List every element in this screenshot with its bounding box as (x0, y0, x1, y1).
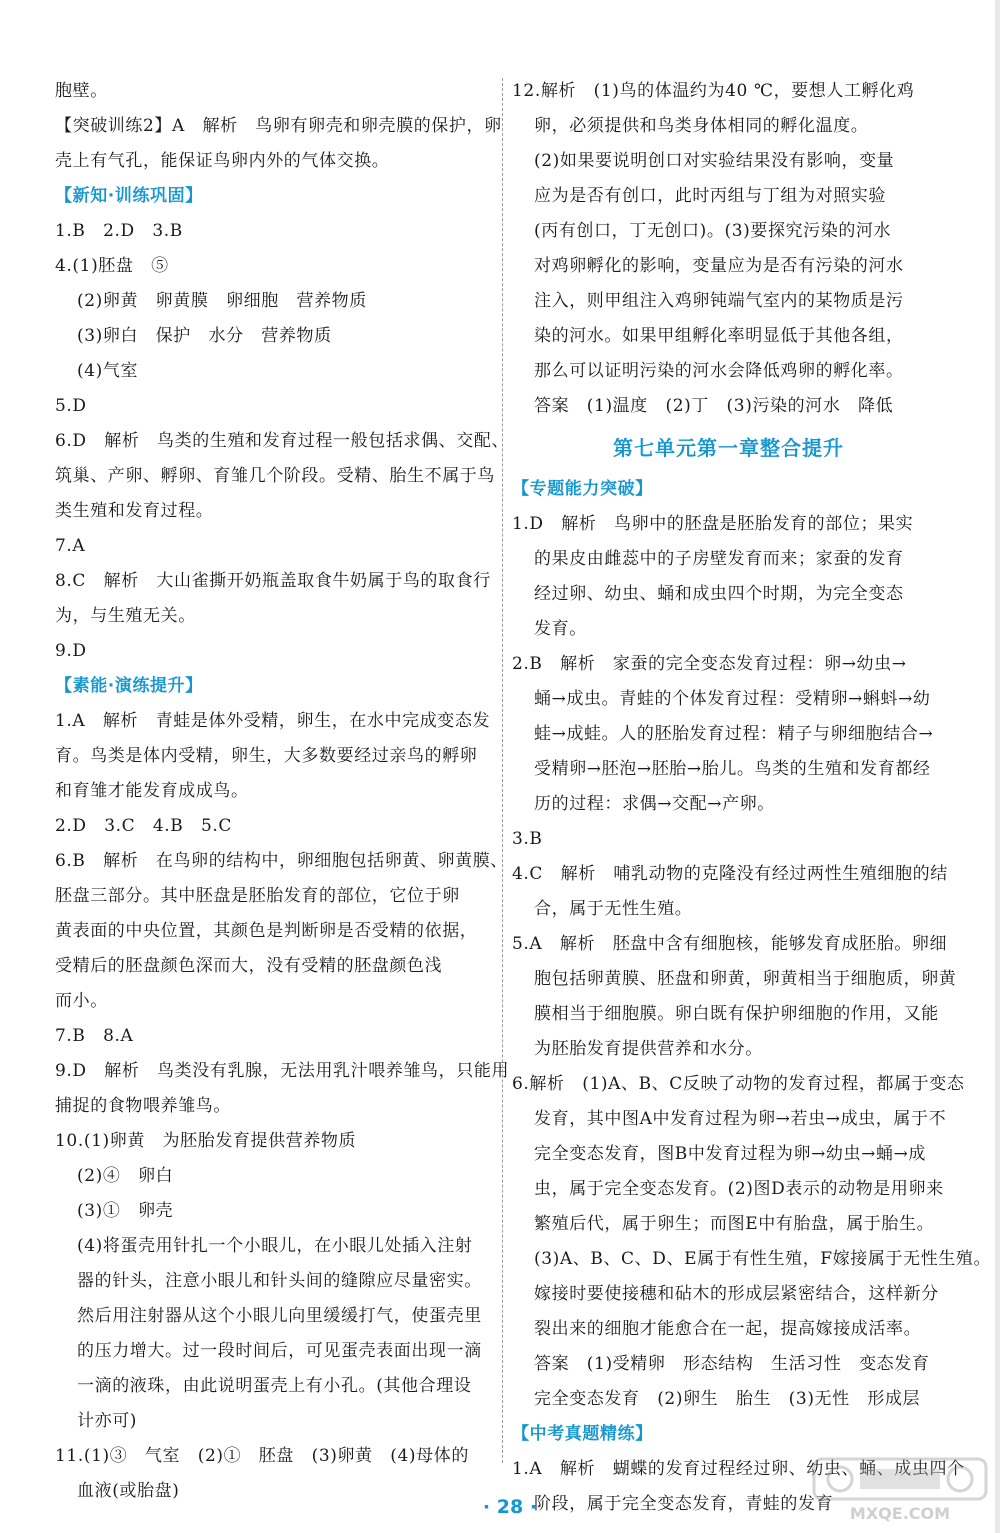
page-number-value: 28 (496, 1496, 524, 1518)
text-line: 受精卵→胚泡→胚胎→胎儿。鸟类的生殖和发育都经 (534, 759, 931, 779)
right-column (512, 74, 992, 1522)
watermark-logo-icon (810, 1455, 990, 1527)
unit-title: 第七单元第一章整合提升 (613, 436, 844, 460)
section-heading: 【专题能力突破】 (512, 479, 653, 499)
text-line: 【突破训练2】A 解析 鸟卵有卵壳和卵壳膜的保护，卵 (55, 116, 502, 136)
text-line: 12.解析 (1)鸟的体温约为40 ℃，要想人工孵化鸡 (512, 81, 915, 101)
text-line: (2)④ 卵白 (77, 1166, 174, 1186)
text-line: 3.B (512, 829, 543, 849)
text-line: 受精后的胚盘颜色深而大，没有受精的胚盘颜色浅 (55, 956, 443, 976)
text-line: (3)① 卵壳 (77, 1201, 174, 1221)
text-line: 育。鸟类是体内受精，卵生，大多数要经过亲鸟的孵卵 (55, 746, 478, 766)
text-line: 9.D (55, 641, 87, 661)
text-line: 而小。 (55, 991, 108, 1011)
section-heading: 【素能·演练提升】 (55, 676, 203, 696)
text-line: 完全变态发育 (2)卵生 胎生 (3)无性 形成层 (534, 1389, 921, 1409)
text-line: 6.解析 (1)A、B、C反映了动物的发育过程，都属于变态 (512, 1074, 965, 1094)
text-line: 7.A (55, 536, 86, 556)
text-line: 1.B 2.D 3.B (55, 221, 183, 241)
text-line: (2)如果要说明创口对实验结果没有影响，变量 (534, 151, 895, 171)
text-line: 的压力增大。过一段时间后，可见蛋壳表面出现一滴 (77, 1341, 482, 1361)
text-line: 黄表面的中央位置，其颜色是判断卵是否受精的依据， (55, 921, 478, 941)
text-line: 对鸡卵孵化的影响，变量应为是否有污染的河水 (534, 256, 904, 276)
column-divider (502, 78, 503, 1463)
text-line: 2.D 3.C 4.B 5.C (55, 816, 233, 836)
text-line: 应为是否有创口，此时丙组与丁组为对照实验 (534, 186, 886, 206)
text-line: 经过卵、幼虫、蛹和成虫四个时期，为完全变态 (534, 584, 904, 604)
text-line: 蛹→成虫。青蛙的个体发育过程：受精卵→蝌蚪→幼 (534, 689, 931, 709)
text-line: 4.(1)胚盘 ⑤ (55, 256, 169, 276)
text-line: 为，与生殖无关。 (55, 606, 196, 626)
text-line: 8.C 解析 大山雀撕开奶瓶盖取食牛奶属于鸟的取食行 (55, 571, 491, 591)
text-line: (4)气室 (77, 361, 139, 381)
text-line: 5.A 解析 胚盘中含有细胞核，能够发育成胚胎。卵细 (512, 934, 948, 954)
text-line: 蛙→成蛙。人的胚胎发育过程：精子与卵细胞结合→ (534, 724, 934, 744)
text-line: 9.D 解析 鸟类没有乳腺，无法用乳汁喂养雏鸟，只能用 (55, 1061, 510, 1081)
text-line: 6.D 解析 鸟类的生殖和发育过程一般包括求偶、交配、 (55, 431, 510, 451)
text-line: 繁殖后代，属于卵生；而图E中有胎盘，属于胎生。 (534, 1214, 935, 1234)
watermark-text: MXQE.COM (849, 1504, 951, 1523)
text-line: 10.(1)卵黄 为胚胎发育提供营养物质 (55, 1131, 357, 1151)
text-line: 合，属于无性生殖。 (534, 899, 693, 919)
text-line: 1.D 解析 鸟卵中的胚盘是胚胎发育的部位；果实 (512, 514, 914, 534)
text-line: 计亦可) (77, 1411, 138, 1431)
text-line: 1.A 解析 青蛙是体外受精，卵生，在水中完成变态发 (55, 711, 491, 731)
text-line: 历的过程：求偶→交配→产卵。 (534, 794, 775, 814)
text-line: 阶段，属于完全变态发育，青蛙的发育 (534, 1494, 834, 1514)
text-line: 和育雏才能发育成成鸟。 (55, 781, 249, 801)
text-line: 2.B 解析 家蚕的完全变态发育过程：卵→幼虫→ (512, 654, 907, 674)
section-heading: 【新知·训练巩固】 (55, 186, 203, 206)
text-line: (3)卵白 保护 水分 营养物质 (77, 326, 332, 346)
text-line: 发育，其中图A中发育过程为卵→若虫→成虫，属于不 (534, 1109, 947, 1129)
text-line: 筑巢、产卵、孵卵、育雏几个阶段。受精、胎生不属于鸟 (55, 466, 495, 486)
text-line: 虫，属于完全变态发育。(2)图D表示的动物是用卵来 (534, 1179, 944, 1199)
page-number: · 28 · (482, 1496, 538, 1518)
text-line: 为胚胎发育提供营养和水分。 (534, 1039, 763, 1059)
text-line: 胚盘三部分。其中胚盘是胚胎发育的部位，它位于卵 (55, 886, 460, 906)
text-line: 裂出来的细胞才能愈合在一起，提高嫁接成活率。 (534, 1319, 922, 1339)
text-line: 答案 (1)受精卵 形态结构 生活习性 变态发育 (534, 1354, 930, 1374)
text-line: 膜相当于细胞膜。卵白既有保护卵细胞的作用，又能 (534, 1004, 939, 1024)
text-line: 答案 (1)温度 (2)丁 (3)污染的河水 降低 (534, 396, 894, 416)
left-column (55, 74, 510, 1509)
text-line: 嫁接时要使接穗和砧木的形成层紧密结合，这样新分 (534, 1284, 939, 1304)
page-edge (995, 0, 1000, 1533)
text-line: 壳上有气孔，能保证鸟卵内外的气体交换。 (55, 151, 390, 171)
text-line: (3)A、B、C、D、E属于有性生殖，F嫁接属于无性生殖。 (534, 1249, 992, 1269)
text-line: 的果皮由雌蕊中的子房壁发育而来；家蚕的发育 (534, 549, 904, 569)
text-line: 7.B 8.A (55, 1026, 134, 1046)
text-line: 发育。 (534, 619, 587, 639)
text-line: 5.D (55, 396, 87, 416)
text-line: 完全变态发育，图B中发育过程为卵→幼虫→蛹→成 (534, 1144, 927, 1164)
text-line: 胞壁。 (55, 81, 108, 101)
text-line: 器的针头，注意小眼儿和针头间的缝隙应尽量密实。 (77, 1271, 482, 1291)
text-line: 一滴的液珠，由此说明蛋壳上有小孔。(其他合理设 (77, 1376, 472, 1396)
text-line: 胞包括卵黄膜、胚盘和卵黄，卵黄相当于细胞质，卵黄 (534, 969, 957, 989)
text-line: 然后用注射器从这个小眼儿向里缓缓打气，使蛋壳里 (77, 1306, 482, 1326)
section-heading: 【中考真题精练】 (512, 1424, 653, 1444)
text-line: 捕捉的食物喂养雏鸟。 (55, 1096, 231, 1116)
text-line: (4)将蛋壳用针扎一个小眼儿，在小眼儿处插入注射 (77, 1236, 473, 1256)
text-line: 卵，必须提供和鸟类身体相同的孵化温度。 (534, 116, 869, 136)
text-line: 4.C 解析 哺乳动物的克隆没有经过两性生殖细胞的结 (512, 864, 948, 884)
text-line: 类生殖和发育过程。 (55, 501, 214, 521)
text-line: (丙有创口，丁无创口)。(3)要探究污染的河水 (534, 221, 892, 241)
text-line: 1.A 解析 蝴蝶的发育过程经过卵、幼虫、蛹、成虫四个 (512, 1459, 965, 1479)
text-line: 11.(1)③ 气室 (2)① 胚盘 (3)卵黄 (4)母体的 (55, 1446, 469, 1466)
text-line: 注入，则甲组注入鸡卵钝端气室内的某物质是污 (534, 291, 904, 311)
text-line: (2)卵黄 卵黄膜 卵细胞 营养物质 (77, 291, 367, 311)
text-line: 6.B 解析 在鸟卵的结构中，卵细胞包括卵黄、卵黄膜、 (55, 851, 508, 871)
text-line: 血液(或胎盘) (77, 1481, 180, 1501)
text-line: 染的河水。如果甲组孵化率明显低于其他各组， (534, 326, 904, 346)
text-line: 那么可以证明污染的河水会降低鸡卵的孵化率。 (534, 361, 904, 381)
